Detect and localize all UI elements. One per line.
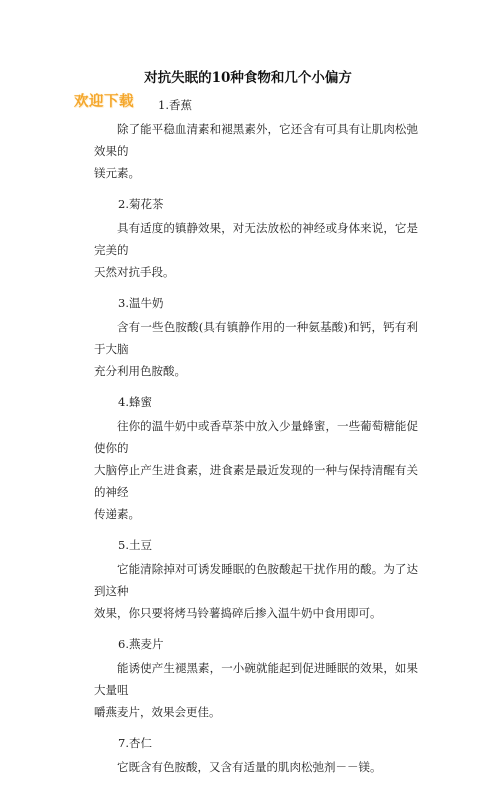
section-paragraph (94, 657, 418, 723)
paragraph-line: 大脑停止产生进食素，进食素是最近发现的一种与保持清醒有关的神经 (94, 463, 418, 499)
section-paragraph (94, 217, 418, 283)
paragraph-line: 除了能平稳血清素和褪黑素外，它还含有可具有让肌肉松弛效果的 (94, 122, 418, 158)
paragraph-line: 能诱使产生褪黑素，一小碗就能起到促进睡眠的效果，如果大量咀 (94, 661, 418, 697)
section-paragraph (94, 118, 418, 184)
paragraph-line: 嚼燕麦片，效果会更佳。 (94, 705, 221, 719)
section-heading: 6.燕麦片 (118, 637, 164, 651)
section-paragraph (94, 415, 418, 525)
section-heading: 1.香蕉 (158, 98, 192, 112)
paragraph-line: 含有一些色胺酸(具有镇静作用的一种氨基酸)和钙，钙有利于大脑 (94, 320, 418, 356)
paragraph-line: 往你的温牛奶中或香草茶中放入少量蜂蜜，一些葡萄糖能促使你的 (94, 419, 418, 455)
section-paragraph (94, 756, 418, 778)
section-paragraph (94, 316, 418, 382)
paragraph-line: 具有适度的镇静效果，对无法放松的神经或身体来说，它是完美的 (94, 221, 418, 257)
paragraph-line: 天然对抗手段。 (94, 265, 175, 279)
paragraph-line: 它既含有色胺酸，又含有适量的肌肉松弛剂－－镁。 (117, 760, 382, 774)
paragraph-line: 效果，你只要将烤马铃薯捣碎后掺入温牛奶中食用即可。 (94, 606, 382, 620)
document-body (94, 94, 418, 787)
section-heading: 3.温牛奶 (118, 296, 164, 310)
paragraph-line: 传递素。 (94, 507, 140, 521)
section-paragraph (94, 558, 418, 624)
section-heading: 5.土豆 (118, 538, 152, 552)
section-heading: 7.杏仁 (118, 736, 152, 750)
paragraph-line: 镁元素。 (94, 166, 140, 180)
document-title: 对抗失眠的10种食物和几个小偏方 (144, 70, 352, 86)
section-heading: 4.蜂蜜 (118, 395, 152, 409)
paragraph-line: 它能清除掉对可诱发睡眠的色胺酸起干扰作用的酸。为了达到这种 (94, 562, 418, 598)
paragraph-line: 充分利用色胺酸。 (94, 364, 186, 378)
section-heading: 2.菊花茶 (118, 197, 164, 211)
download-watermark: 欢迎下载 (74, 93, 134, 110)
